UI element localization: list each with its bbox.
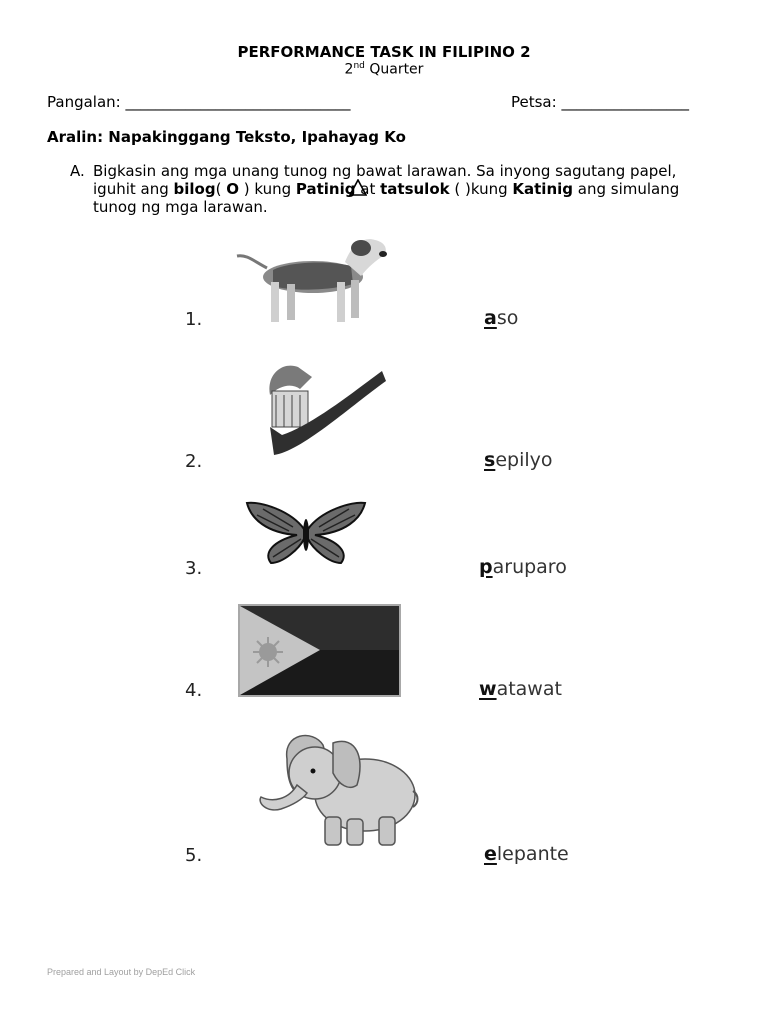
instruction-line-1: Bigkasin ang mga unang tunog ng bawat larawan. Sa inyong sagutang papel, — [93, 162, 677, 180]
quarter-subtitle — [0, 61, 768, 78]
instruction-line-3: tunog ng mga larawan. — [93, 198, 268, 216]
instruction-line-2: iguhit ang bilog( O ) kung Patinig at tatsulok ( )kung Katinig ang simulang — [93, 180, 680, 198]
footer-credit: Prepared and Layout by DepEd Click — [47, 967, 196, 977]
item-number: 1. — [185, 309, 203, 330]
date-field — [511, 93, 689, 111]
triangle-icon — [349, 179, 367, 196]
word-elepante: elepante — [484, 843, 569, 865]
quarter-suffix: nd — [353, 61, 365, 71]
instruction-letter: A. — [70, 162, 85, 180]
worksheet-title: PERFORMANCE TASK IN FILIPINO 2 — [237, 43, 531, 61]
dog-picture — [233, 232, 393, 327]
toothbrush-picture — [262, 355, 392, 467]
lesson-heading: Aralin: Napakinggang Teksto, Ipahayag Ko — [47, 128, 406, 146]
elephant-picture — [253, 729, 421, 851]
item-number: 4. — [185, 680, 203, 701]
word-sepilyo: sepilyo — [484, 449, 553, 471]
quarter-word: Quarter — [369, 61, 424, 78]
date-blank[interactable]: _________________ — [561, 93, 689, 111]
item-number: 5. — [185, 845, 203, 866]
flag-picture — [238, 604, 401, 697]
instructions — [70, 162, 730, 216]
word-aso: aso — [484, 307, 519, 329]
date-label: Petsa: — [511, 93, 557, 111]
item-number: 3. — [185, 558, 203, 579]
butterfly-picture — [243, 499, 369, 567]
item-number: 2. — [185, 451, 203, 472]
quarter-number: 2 — [344, 61, 354, 78]
word-watawat: watawat — [479, 678, 562, 700]
word-paruparo: paruparo — [479, 556, 567, 578]
name-blank[interactable]: ______________________________ — [125, 93, 351, 111]
name-label: Pangalan: — [47, 93, 121, 111]
name-field — [47, 93, 351, 111]
